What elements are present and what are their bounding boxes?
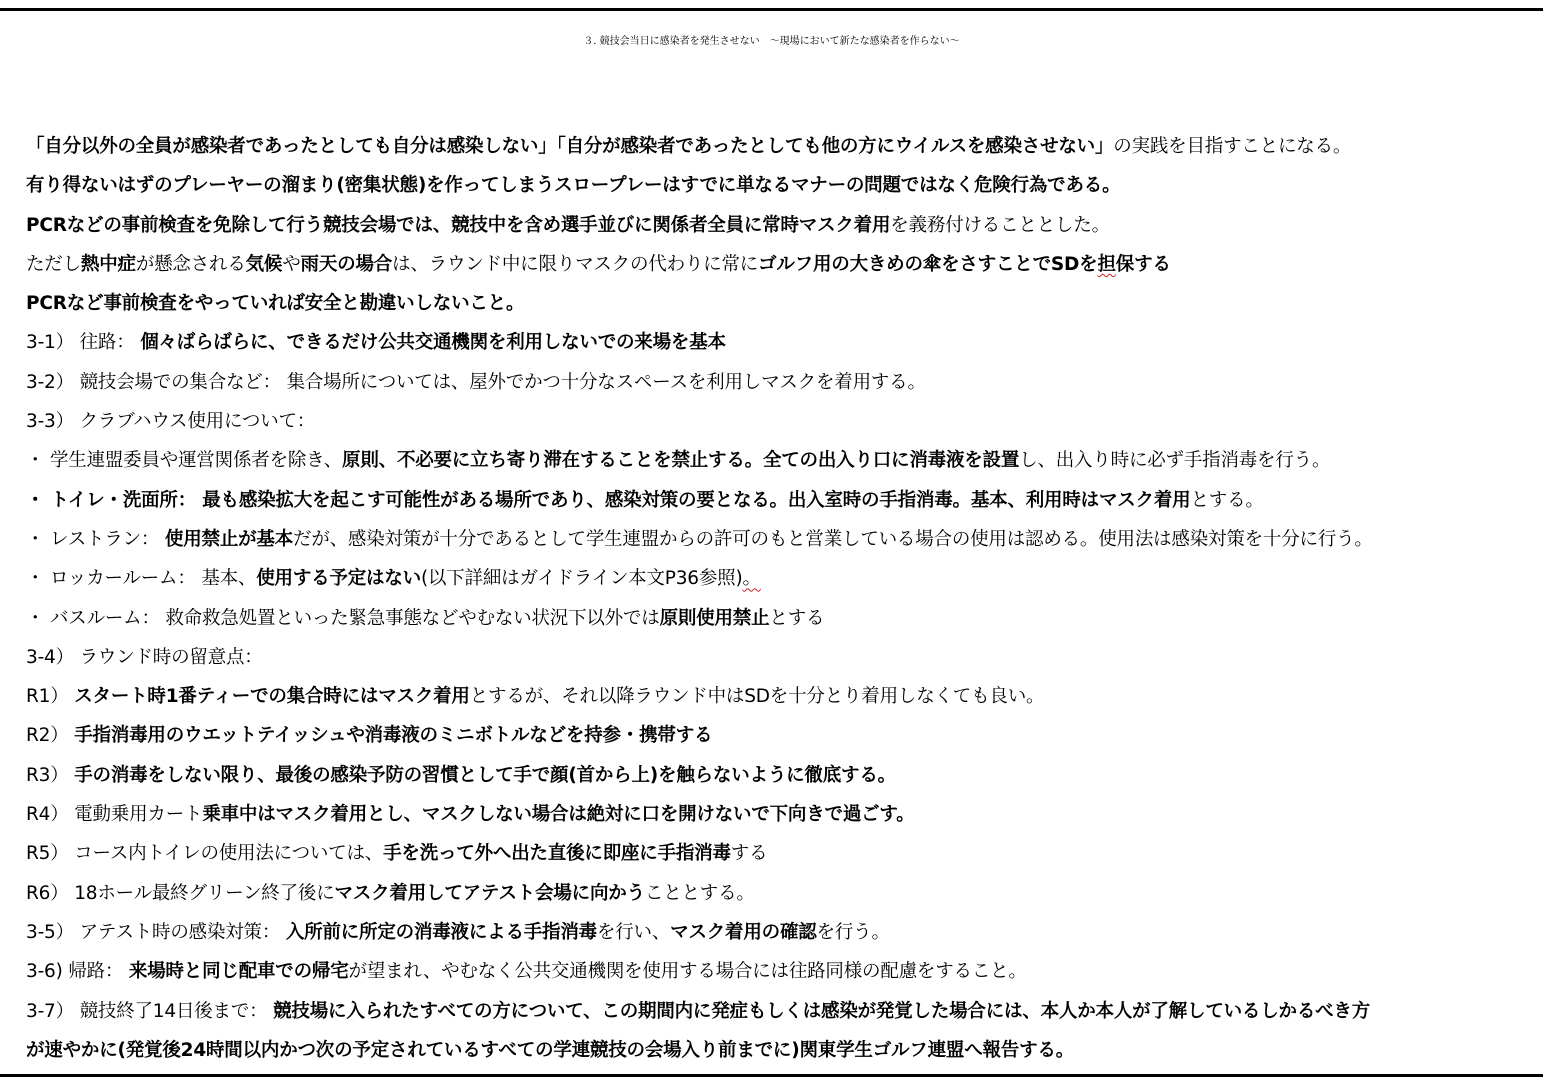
bold-text-segment: 入所前に所定の消毒液による手指消毒 [285,921,597,943]
top-rule [0,8,1543,11]
body-text [26,127,1531,1070]
text-segment: し、出入り時に必ず手指消毒を行う。 [1019,450,1331,472]
text-segment: や [282,253,301,275]
bold-text-segment: 原則、不必要に立ち寄り滞在することを禁止する。全ての出入り口に消毒液を設置 [342,450,1020,472]
text-segment: 3-1） 往路： [26,332,141,354]
text-line [26,363,1531,402]
bold-text-segment: 手を洗って外へ出た直後に即座に手指消毒 [383,843,731,865]
text-segment: ・ ロッカールーム： 基本、 [26,568,257,590]
bold-text-segment: 有り得ないはずのプレーヤーの溜まり(密集状態)を作ってしまうスロープレーはすでに単なるマナーの問題ではなく危険行為である。 [26,175,1121,197]
bold-text-segment: 競技場に入られたすべての方について、この期間内に発症もしくは感染が発覚した場合には、本人か本人が了解しているしかるべき方 [273,1000,1371,1022]
text-line [26,520,1531,559]
text-line [26,402,1531,441]
bold-text-segment: 手の消毒をしない限り、最後の感染予防の習慣として手で顔(首から上)を触らないように徹底する。 [74,764,896,786]
text-segment: とする [769,607,825,629]
text-line [26,992,1531,1031]
bold-text-segment: 使用禁止が基本 [164,528,294,550]
text-line [26,638,1531,677]
bold-text-segment: PCRなどの事前検査を免除して行う競技会場では、競技中を含め選手並びに関係者全員に常時マスク着用 [26,214,891,236]
text-segment: ・ バスルーム： 救命救急処置といった緊急事態などやむない状況下以外では [26,607,660,629]
bold-text-segment: マスク着用してアテスト会場に向かう [334,882,645,904]
text-segment: ・ レストラン： [26,528,165,550]
text-line [26,952,1531,991]
text-segment: R1） [26,686,75,708]
bold-text-segment: が速やかに(発覚後24時間以内かつ次の予定されているすべての学連競技の会場入り前までに)関東学生ゴルフ連盟へ報告する。 [26,1039,1074,1061]
text-segment: R5） コース内トイレの使用法については、 [26,843,384,865]
bold-text-segment: スタート時1番ティーでの集合時にはマスク着用 [74,686,470,708]
text-line [26,166,1531,205]
bold-text-segment: PCRなど事前検査をやっていれば安全と勘違いしないこと。 [26,293,525,315]
bold-text-segment: 個々ばらばらに、できるだけ公共交通機関を利用しないでの来場を基本 [140,332,726,354]
text-segment: とするが、それ以降ラウンド中はSDを十分とり着用しなくても良い。 [469,686,1045,708]
text-line [26,874,1531,913]
text-segment: が懸念される [135,253,246,275]
text-line [26,716,1531,755]
text-segment: R4） 電動乗用カート [26,804,203,826]
text-line [26,756,1531,795]
bold-text-segment: 雨天の場合 [300,253,393,275]
text-segment: 3-4） ラウンド時の留意点： [26,646,263,668]
text-line [26,834,1531,873]
text-segment: を義務付けることとした。 [890,214,1110,236]
bold-text-segment: 使用する予定はない [256,568,421,590]
text-line [26,323,1531,362]
text-segment: を行う。 [816,921,890,943]
text-segment: 3-3） クラブハウス使用について： [26,411,316,433]
text-line [26,677,1531,716]
text-segment: こととする。 [644,882,755,904]
text-line [26,441,1531,480]
bold-text-segment: マスク着用の確認 [670,921,817,943]
text-segment: 3-6) 帰路： [26,961,129,983]
text-line [26,481,1531,520]
bold-text-segment: ・ トイレ・洗面所： 最も感染拡大を起こす可能性がある場所であり、感染対策の要となる。出入室時の手指消毒。基本、利用時はマスク着用 [26,489,1191,511]
text-line [26,913,1531,952]
bold-text-segment: 保する [1115,253,1171,275]
text-segment: 3-7） 競技終了14日後まで： [26,1000,274,1022]
bottom-rule [0,1074,1543,1077]
text-line [26,127,1531,166]
bold-text-segment: 熱中症 [80,253,136,275]
bold-text-segment: 気候 [245,253,283,275]
text-segment: R2） [26,725,75,747]
text-line [26,206,1531,245]
text-segment: は、ラウンド中に限りマスクの代わりに常に [392,253,759,275]
page-title: ３. 競技会当日に感染者を発生させない ～現場において新たな感染者を作らない～ [583,36,960,47]
text-segment: の実践を目指すことになる。 [1113,136,1352,157]
text-segment: だが、感染対策が十分であるとして学生連盟からの許可のもと営業している場合の使用は認める。使用法は感染対策を十分に行う。 [293,528,1373,550]
text-segment: 。 [742,568,761,590]
text-line [26,795,1531,834]
text-line [26,1031,1531,1070]
text-segment: ただし [26,253,81,275]
bold-text-segment: 乗車中はマスク着用とし、マスクしない場合は絶対に口を開けないで下向きで過ごす。 [202,804,915,826]
text-line [26,599,1531,638]
text-segment: が望まれ、やむなく公共交通機関を使用する場合には往路同様の配慮をすること。 [348,961,1027,983]
bold-text-segment: ゴルフ用の大きめの傘をさすことでSDを [758,253,1098,275]
bold-text-segment: 原則使用禁止 [659,607,770,629]
text-segment: とする。 [1190,489,1264,511]
text-segment: R6） 18ホール最終グリーン終了後に [26,882,335,904]
text-segment: 3-2） 競技会場での集合など： 集合場所については、屋外でかつ十分なスペースを利用しマスクを着用する。 [26,371,926,393]
bold-text-segment: 手指消毒用のウエットテイッシュや消毒液のミニボトルなどを持参・携帯する [74,725,713,747]
text-segment: R3） [26,764,75,786]
bold-text-segment: 来場時と同じ配車での帰宅 [128,961,349,983]
bold-text-segment: 担 [1097,253,1116,275]
text-segment: (以下詳細はガイドライン本文P36参照) [420,568,743,590]
text-segment: を行い、 [596,921,671,943]
text-line [26,559,1531,598]
text-line [26,245,1531,284]
bold-text-segment: 「自分以外の全員が感染者であったとしても自分は感染しない」「自分が感染者であったとしても他の方にウイルスを感染させない」 [26,136,1114,157]
text-line [26,284,1531,323]
text-segment: ・ 学生連盟委員や運営関係者を除き、 [26,450,343,472]
text-segment: 3-5） アテスト時の感染対策： [26,921,286,943]
text-segment: する [730,843,768,865]
